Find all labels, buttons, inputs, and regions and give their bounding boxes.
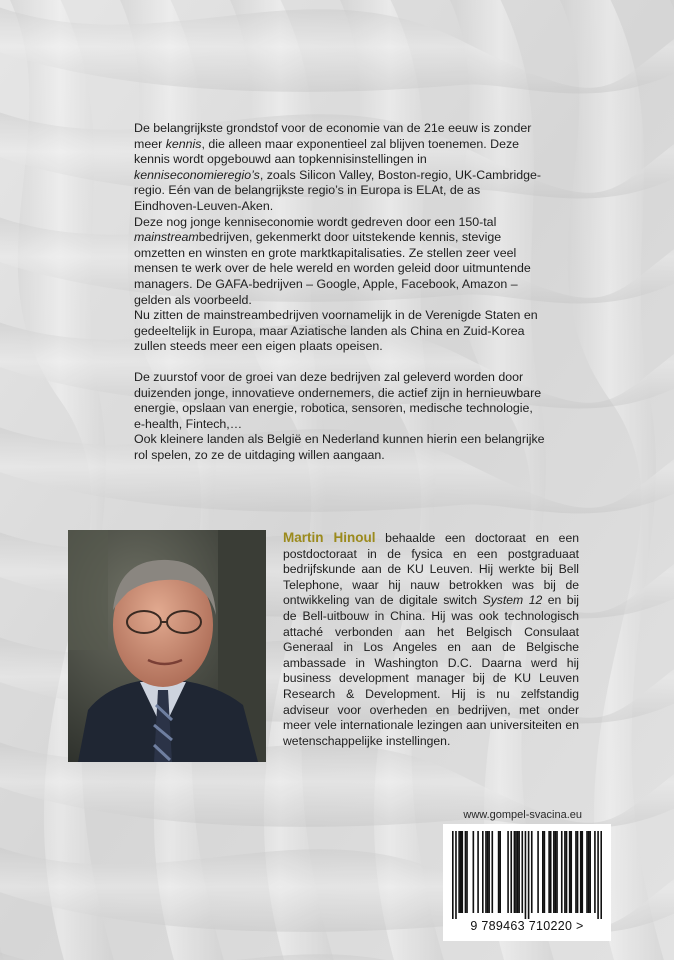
publisher-website[interactable]: www.gompel-svacina.eu [463,809,582,821]
back-cover-blurb [134,121,546,463]
isbn-number: 9 789463 710220 > [470,919,584,933]
blurb-paragraph-5: Ook kleinere landen als België en Nederland kunnen hierin een belangrijke rol spelen, zo ze de uitdaging willen aangaan. [134,432,545,462]
author-bio-text: behaalde een doctoraat en een postdoctoraat in de fysica en een postgraduaat bedrijfskunde aan de KU Leuven. Hij werkte bij Bell Telephone, waar hij nauw betrokken was bij de ontwikkeling van de digitale switch System 12 en bij de Bell-uitbouw in China. Hij was ook technologisch attaché verbonden aan het Belgisch Consulaat Generaal in Los Angeles en aan de Belgische ambassade in Washington D.C. Daarna werd hij business development manager bij de KU Leuven Research & Development. Hij is nu zelfstandig adviseur voor overheden en bedrijven, met onder meer vele internationale lezingen aan universiteiten en wetenschappelijke instellingen. [283,531,579,748]
blurb-paragraph-4: De zuurstof voor de groei van deze bedrijven zal geleverd worden door duizenden jonge, innovatieve ondernemers, die actief zijn in hernieuwbare energie, opslaan van energie, robotica, sensoren, medische technologie, e-health, Fintech,… [134,369,542,431]
author-photo [68,530,266,762]
barcode-bars [452,831,602,919]
blurb-paragraph-3: Nu zitten de mainstreambedrijven voornamelijk in de Verenigde Staten en gedeeltelijk in Europa, maar Aziatische landen als China en Zuid-Korea zullen steeds meer een eigen plaats opeisen. [134,308,538,354]
blurb-paragraph-2: Deze nog jonge kenniseconomie wordt gedreven door een 150-tal mainstreambedrijven, gekenmerkt door uitstekende kennis, stevige omzetten en winsten en grote marktkapitalisaties. Ze stellen zeer veel mensen te werk over de hele wereld en worden geleid door uitmuntende managers. De GAFA-bedrijven – Google, Apple, Facebook, Amazon – gelden als voorbeeld. [134,214,531,307]
author-bio [283,530,579,749]
author-name: Martin Hinoul [283,530,376,545]
isbn-barcode [443,824,611,941]
blurb-paragraph-1: De belangrijkste grondstof voor de economie van de 21e eeuw is zonder meer kennis, die alleen maar exponentieel zal blijven toenemen. Deze kennis wordt opgebouwd aan topkennisinstellingen in kenniseconomieregio’s, zoals Silicon Valley, Boston-regio, UK-Cambridge-regio. Eén van de belangrijkste regio’s in Europa is ELAt, de as Eindhoven-Leuven-Aken. [134,121,542,213]
